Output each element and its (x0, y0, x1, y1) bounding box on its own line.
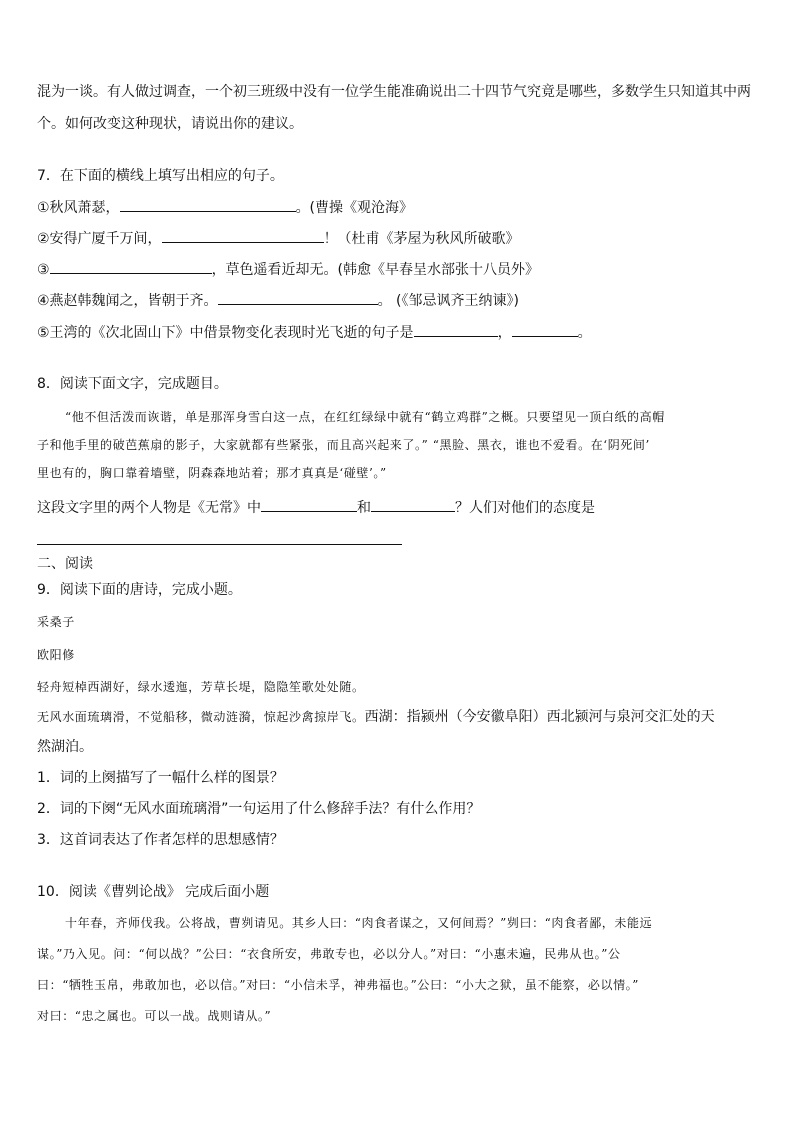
answer-blank[interactable] (218, 290, 378, 305)
q8-passage-line-3: 里也有的，胸口靠着墙壁，阴森森地站着；那才真真是‘碰壁’。” (37, 466, 387, 480)
poem-line-2-with-note: 无风水面琉璃滑，不觉船移，微动涟漪，惊起沙禽掠岸飞。西湖：指颍州（今安徽阜阳）西北颍河与泉河交汇处的天 (37, 709, 715, 725)
intro-line-2: 个。如何改变这种现状，请说出你的建议。 (37, 116, 303, 132)
q10-passage-line-1: 十年春，齐师伐我。公将战，曹刿请见。其乡人曰：“肉食者谋之，又何间焉？”刿曰：“肉食者鄙，未能远 (65, 916, 653, 930)
answer-blank[interactable] (50, 259, 212, 274)
answer-blank[interactable] (261, 497, 357, 512)
q10-passage-line-3: 曰：“牺牲玉帛，弗敢加也，必以信。”对曰：“小信未孚，神弗福也。”公曰：“小大之狱，虽不能察，必以情。” (37, 978, 640, 992)
section-2-title: 二、阅读 (37, 556, 93, 572)
q8-title: 8．阅读下面文字，完成题目。 (37, 376, 228, 392)
q7-title: 7．在下面的横线上填写出相应的句子。 (37, 168, 284, 184)
poem-note-cont: 然湖泊。 (37, 739, 93, 755)
q9-title: 9．阅读下面的唐诗，完成小题。 (37, 582, 242, 598)
q8-passage-line-2: 子和他手里的破芭蕉扇的影子，大家就都有些紧张，而且高兴起来了。” “黑脸、黑衣，谁也不爱看。在‘阴死间’ (37, 438, 650, 452)
poem-title: 采桑子 (37, 615, 75, 629)
q10-passage-line-2: 谋。”乃入见。问：“何以战？”公曰：“衣食所安，弗敢专也，必以分人。”对曰：“小惠未遍，民弗从也。”公 (37, 947, 621, 961)
answer-blank[interactable] (120, 197, 296, 212)
answer-blank[interactable] (414, 322, 498, 337)
answer-line[interactable] (37, 544, 402, 545)
q7-item-5: ⑤王湾的《次北固山下》中借景物变化表现时光飞逝的句子是 ， 。 (37, 322, 592, 343)
poem-author: 欧阳修 (37, 648, 75, 662)
answer-blank[interactable] (512, 322, 578, 337)
answer-blank[interactable] (162, 228, 324, 243)
intro-line-1: 混为一谈。有人做过调查，一个初三班级中没有一位学生能准确说出二十四节气究竟是哪些，多数学生只知道其中两 (37, 84, 751, 100)
q9-sub-1: 1．词的上阕描写了一幅什么样的图景？ (37, 770, 284, 786)
q9-sub-3: 3．这首词表达了作者怎样的思想感情？ (37, 832, 284, 848)
q8-question: 这段文字里的两个人物是《无常》中 和 ？人们对他们的态度是 (37, 497, 595, 518)
q8-passage-line-1: “他不但活泼而诙谐，单是那浑身雪白这一点，在红红绿绿中就有“鹤立鸡群”之概。只要望见一顶白纸的高帽 (65, 410, 665, 424)
poem-line-1: 轻舟短棹西湖好，绿水逶迤，芳草长堤，隐隐笙歌处处随。 (37, 680, 365, 694)
q9-sub-2: 2．词的下阕“无风水面琉璃滑”一句运用了什么修辞手法？有什么作用？ (37, 801, 481, 817)
q10-title: 10．阅读《曹刿论战》 完成后面小题 (37, 884, 270, 900)
q7-item-4: ④燕赵韩魏闻之，皆朝于齐。 。 (《邹忌讽齐王纳谏》) (37, 290, 519, 311)
q10-passage-line-4: 对曰：“忠之属也。可以一战。战则请从。” (37, 1009, 272, 1023)
answer-blank[interactable] (371, 497, 455, 512)
q7-item-1: ①秋风萧瑟， 。(曹操《观沧海》 (37, 197, 413, 218)
q7-item-2: ②安得广厦千万间， ！（杜甫《茅屋为秋风所破歌》 (37, 228, 520, 249)
q7-item-3: ③ ，草色遥看近却无。(韩愈《早春呈水部张十八员外》 (37, 259, 539, 280)
